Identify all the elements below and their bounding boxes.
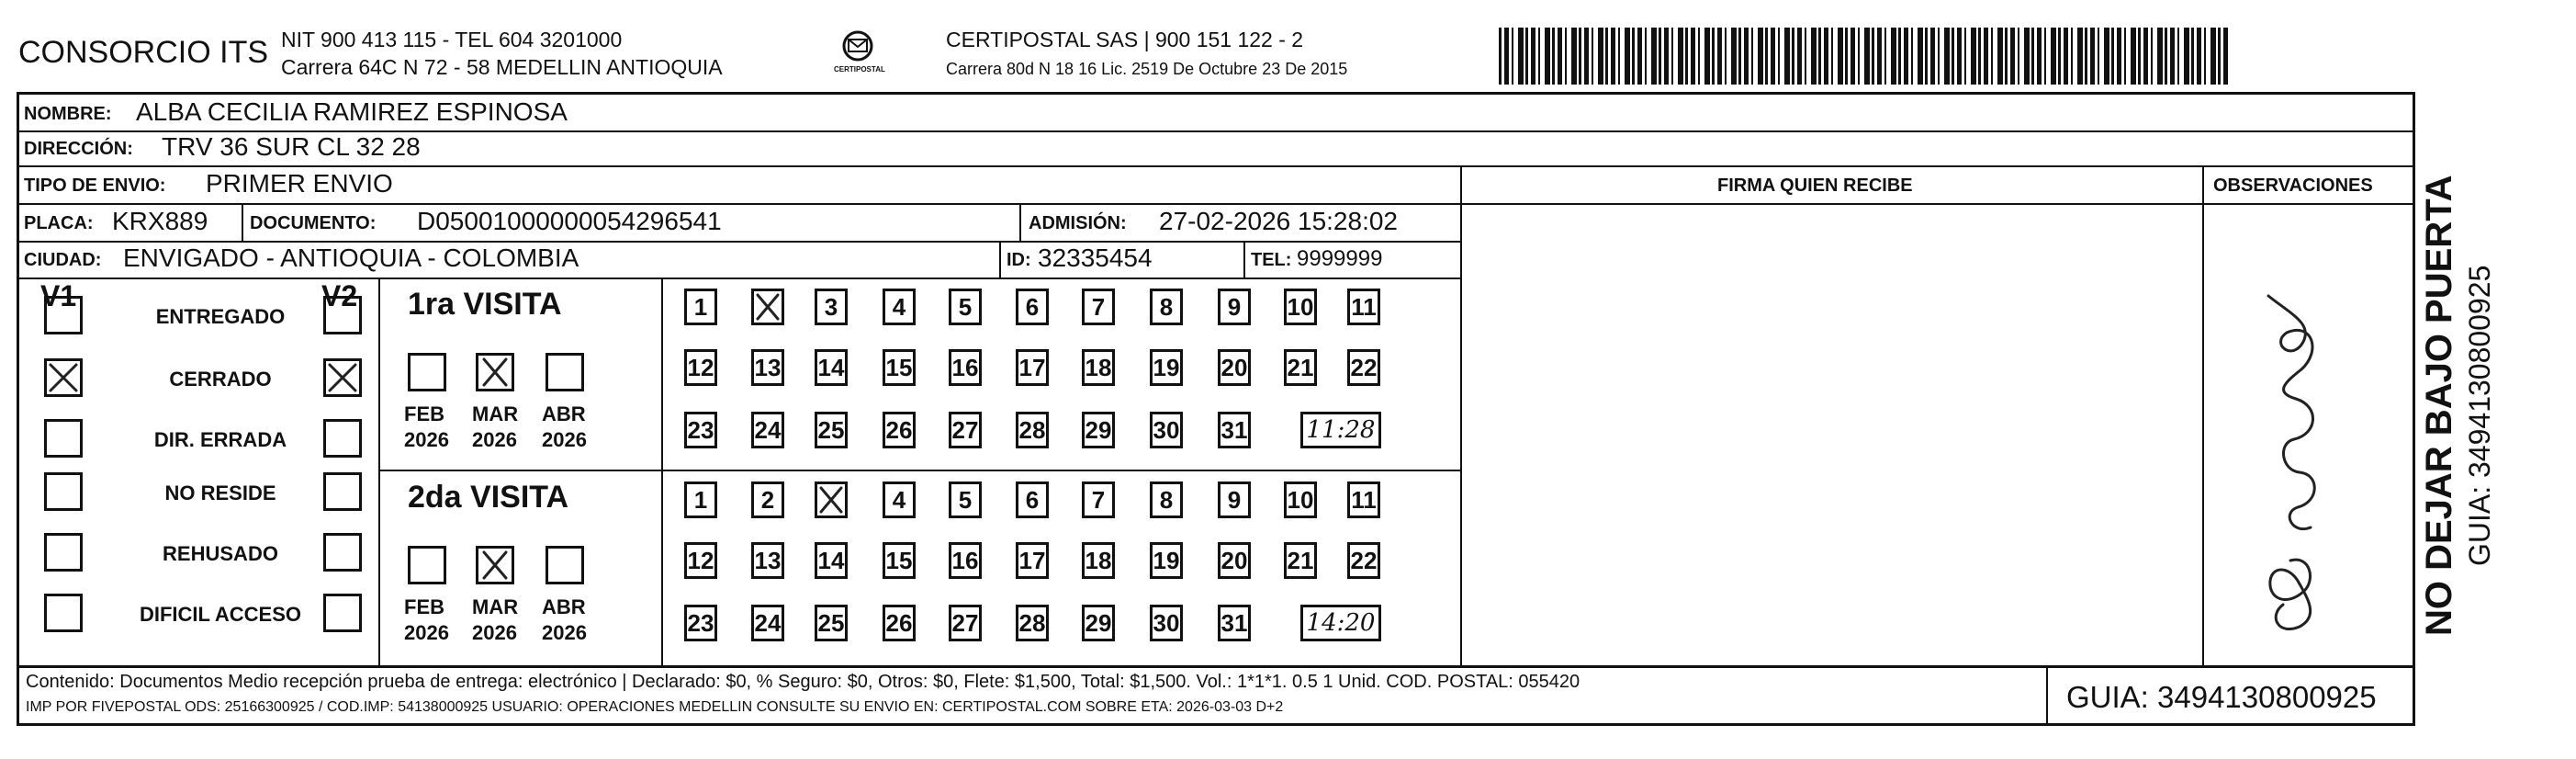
status-label: CERRADO (169, 368, 272, 391)
admision-label: ADMISIÓN: (1029, 213, 1127, 233)
day-box[interactable]: 18 (1082, 542, 1115, 579)
v1-header: V1 (40, 279, 77, 312)
month-label: FEB (404, 402, 444, 425)
status-label: REHUSADO (163, 542, 278, 565)
month-checkbox[interactable] (476, 546, 514, 584)
month-year: 2026 (404, 621, 449, 644)
day-box[interactable]: 29 (1082, 605, 1115, 641)
day-box[interactable]: 14 (815, 542, 848, 579)
id-label: ID: (1007, 250, 1031, 270)
status-label: DIR. ERRADA (153, 428, 287, 451)
tel-label: TEL: (1251, 250, 1292, 270)
day-box[interactable]: 2 (751, 481, 784, 518)
month-label: FEB (404, 595, 444, 618)
day-box[interactable]: 20 (1218, 542, 1251, 579)
id-value: 32335454 (1038, 244, 1153, 272)
month-checkbox[interactable] (408, 546, 446, 584)
day-box[interactable]: 29 (1082, 412, 1115, 448)
visit-time[interactable]: 14:20 (1300, 605, 1381, 641)
day-box[interactable]: 26 (883, 605, 916, 641)
month-year: 2026 (472, 428, 517, 451)
placa-value: KRX889 (112, 207, 208, 235)
day-box[interactable]: 19 (1150, 349, 1183, 386)
month-label: ABR (542, 595, 586, 618)
no-dejar-bajo-puerta: NO DEJAR BAJO PUERTA (2419, 175, 2459, 636)
day-box[interactable]: 17 (1016, 349, 1049, 386)
day-box[interactable]: 4 (883, 289, 916, 325)
month-checkbox[interactable] (476, 353, 514, 391)
month-checkbox[interactable] (546, 353, 584, 391)
v2-checkbox[interactable] (323, 533, 362, 572)
day-box[interactable]: 17 (1016, 542, 1049, 579)
month-year: 2026 (542, 621, 587, 644)
day-box[interactable]: 5 (949, 289, 982, 325)
day-box[interactable]: 6 (1016, 481, 1049, 518)
x-mark-icon (754, 291, 782, 323)
day-box[interactable]: 30 (1150, 412, 1183, 448)
day-box[interactable]: 6 (1016, 289, 1049, 325)
status-label: DIFICIL ACCESO (139, 603, 301, 626)
v2-checkbox[interactable] (323, 419, 362, 458)
footer-content-line: Contenido: Documentos Medio recepción prueba de entrega: electrónico | Declarado: $0, % Seguro: $0, Otros: $0, Flete: $1,500, Total: $1,500. Vol.: 1*1*1. 0.5 1 Unid. COD. POSTAL: 055420 (26, 672, 1580, 692)
x-mark-icon (817, 484, 845, 515)
certipostal-line-1: CERTIPOSTAL SAS | 900 151 122 - 2 (946, 28, 1304, 51)
handwritten-signature-icon (2204, 204, 2413, 665)
day-box[interactable]: 13 (751, 542, 784, 579)
v2-checkbox[interactable] (323, 472, 362, 511)
certipostal-logo (828, 26, 887, 79)
day-box[interactable]: 8 (1150, 289, 1183, 325)
x-mark-icon (326, 361, 359, 394)
day-box[interactable]: 8 (1150, 481, 1183, 518)
signature-area[interactable] (1462, 204, 2201, 665)
day-box[interactable]: 12 (684, 542, 717, 579)
placa-label: PLACA: (24, 213, 94, 233)
day-box[interactable] (815, 481, 848, 518)
month-year: 2026 (472, 621, 517, 644)
footer-guia: GUIA: 3494130800925 (2066, 680, 2377, 714)
month-year: 2026 (404, 428, 449, 451)
day-box[interactable]: 22 (1347, 349, 1380, 386)
nombre-value: ALBA CECILIA RAMIREZ ESPINOSA (136, 97, 568, 126)
side-guia: GUIA: 3494130800925 (2463, 265, 2496, 566)
day-box[interactable]: 23 (684, 605, 717, 641)
day-box[interactable]: 7 (1082, 289, 1115, 325)
day-box[interactable]: 13 (751, 349, 784, 386)
footer-imp-line: IMP POR FIVEPOSTAL ODS: 25166300925 / COD.IMP: 54138000925 USUARIO: OPERACIONES MEDELLIN CONSULTE SU ENVIO EN: CERTIPOSTAL.COM SOBRE ETA: 2026-03-03 D+2 (26, 699, 1284, 715)
firma-header: FIRMA QUIEN RECIBE (1717, 176, 1913, 196)
day-box[interactable]: 19 (1150, 542, 1183, 579)
day-box[interactable] (751, 289, 784, 325)
v2-checkbox[interactable] (323, 358, 362, 397)
ciudad-label: CIUDAD: (24, 250, 102, 270)
day-box[interactable]: 31 (1218, 412, 1251, 448)
day-box[interactable]: 10 (1284, 481, 1317, 518)
visit-time[interactable]: 11:28 (1300, 412, 1381, 448)
day-box[interactable]: 18 (1082, 349, 1115, 386)
v1-checkbox[interactable] (44, 594, 83, 632)
barcode (1499, 28, 2229, 85)
day-box[interactable]: 1 (684, 289, 717, 325)
day-box[interactable]: 30 (1150, 605, 1183, 641)
day-box[interactable]: 16 (949, 542, 982, 579)
v1-checkbox[interactable] (44, 358, 83, 397)
day-box[interactable]: 22 (1347, 542, 1380, 579)
day-box[interactable]: 28 (1016, 412, 1049, 448)
x-mark-icon (478, 356, 512, 389)
day-box[interactable]: 26 (883, 412, 916, 448)
admision-value: 27-02-2026 15:28:02 (1159, 207, 1398, 235)
company-line-2: Carrera 64C N 72 - 58 MEDELLIN ANTIOQUIA (281, 55, 723, 79)
v2-checkbox[interactable] (323, 296, 362, 334)
day-box[interactable]: 4 (883, 481, 916, 518)
day-box[interactable]: 28 (1016, 605, 1049, 641)
observaciones-area[interactable] (2204, 204, 2413, 665)
side-text (2421, 99, 2549, 651)
month-label: ABR (542, 402, 586, 425)
v1-checkbox[interactable] (44, 472, 83, 511)
v1-checkbox[interactable] (44, 533, 83, 572)
observaciones-header: OBSERVACIONES (2213, 176, 2373, 196)
company-line-1: NIT 900 413 115 - TEL 604 3201000 (281, 28, 623, 51)
tel-value: 9999999 (1297, 246, 1383, 271)
day-box[interactable]: 25 (815, 412, 848, 448)
x-mark-icon (47, 361, 80, 394)
day-box[interactable]: 9 (1218, 289, 1251, 325)
tipo-envio-value: PRIMER ENVIO (206, 169, 393, 198)
x-mark-icon (478, 549, 512, 582)
logo-text: CERTIPOSTAL (834, 65, 885, 74)
month-checkbox[interactable] (408, 353, 446, 391)
day-box[interactable]: 23 (684, 412, 717, 448)
day-box[interactable]: 9 (1218, 481, 1251, 518)
day-box[interactable]: 11 (1347, 481, 1380, 518)
day-box[interactable]: 16 (949, 349, 982, 386)
day-box[interactable]: 10 (1284, 289, 1317, 325)
documento-label: DOCUMENTO: (250, 213, 377, 233)
day-box[interactable]: 24 (751, 412, 784, 448)
day-box[interactable]: 15 (883, 349, 916, 386)
nombre-label: NOMBRE: (24, 104, 112, 124)
day-box[interactable]: 3 (815, 289, 848, 325)
v2-header: V2 (321, 279, 358, 312)
day-box[interactable]: 21 (1284, 542, 1317, 579)
direccion-label: DIRECCIÓN: (24, 139, 133, 159)
day-box[interactable]: 20 (1218, 349, 1251, 386)
day-box[interactable]: 24 (751, 605, 784, 641)
day-box[interactable]: 1 (684, 481, 717, 518)
day-box[interactable]: 11 (1347, 289, 1380, 325)
v1-checkbox[interactable] (44, 296, 83, 334)
day-box[interactable]: 27 (949, 605, 982, 641)
month-label: MAR (472, 402, 519, 425)
visit-title: 1ra VISITA (408, 287, 562, 322)
direccion-value: TRV 36 SUR CL 32 28 (162, 132, 421, 161)
day-box[interactable]: 27 (949, 412, 982, 448)
day-box[interactable]: 14 (815, 349, 848, 386)
v1-checkbox[interactable] (44, 419, 83, 458)
status-label: ENTREGADO (155, 305, 286, 328)
day-box[interactable]: 25 (815, 605, 848, 641)
ciudad-value: ENVIGADO - ANTIOQUIA - COLOMBIA (123, 244, 579, 272)
day-box[interactable]: 21 (1284, 349, 1317, 386)
month-checkbox[interactable] (546, 546, 584, 584)
visit-title: 2da VISITA (408, 480, 569, 515)
day-box[interactable]: 7 (1082, 481, 1115, 518)
documento-value: D05001000000054296541 (417, 207, 722, 235)
v2-checkbox[interactable] (323, 594, 362, 632)
tipo-envio-label: TIPO DE ENVIO: (24, 176, 166, 196)
day-box[interactable]: 5 (949, 481, 982, 518)
day-box[interactable]: 12 (684, 349, 717, 386)
certipostal-line-2: Carrera 80d N 18 16 Lic. 2519 De Octubre 23 De 2015 (946, 60, 1348, 78)
day-box[interactable]: 31 (1218, 605, 1251, 641)
company-name: CONSORCIO ITS (18, 35, 269, 70)
month-label: MAR (472, 595, 519, 618)
status-label: NO RESIDE (164, 481, 276, 504)
day-box[interactable]: 15 (883, 542, 916, 579)
month-year: 2026 (542, 428, 587, 451)
